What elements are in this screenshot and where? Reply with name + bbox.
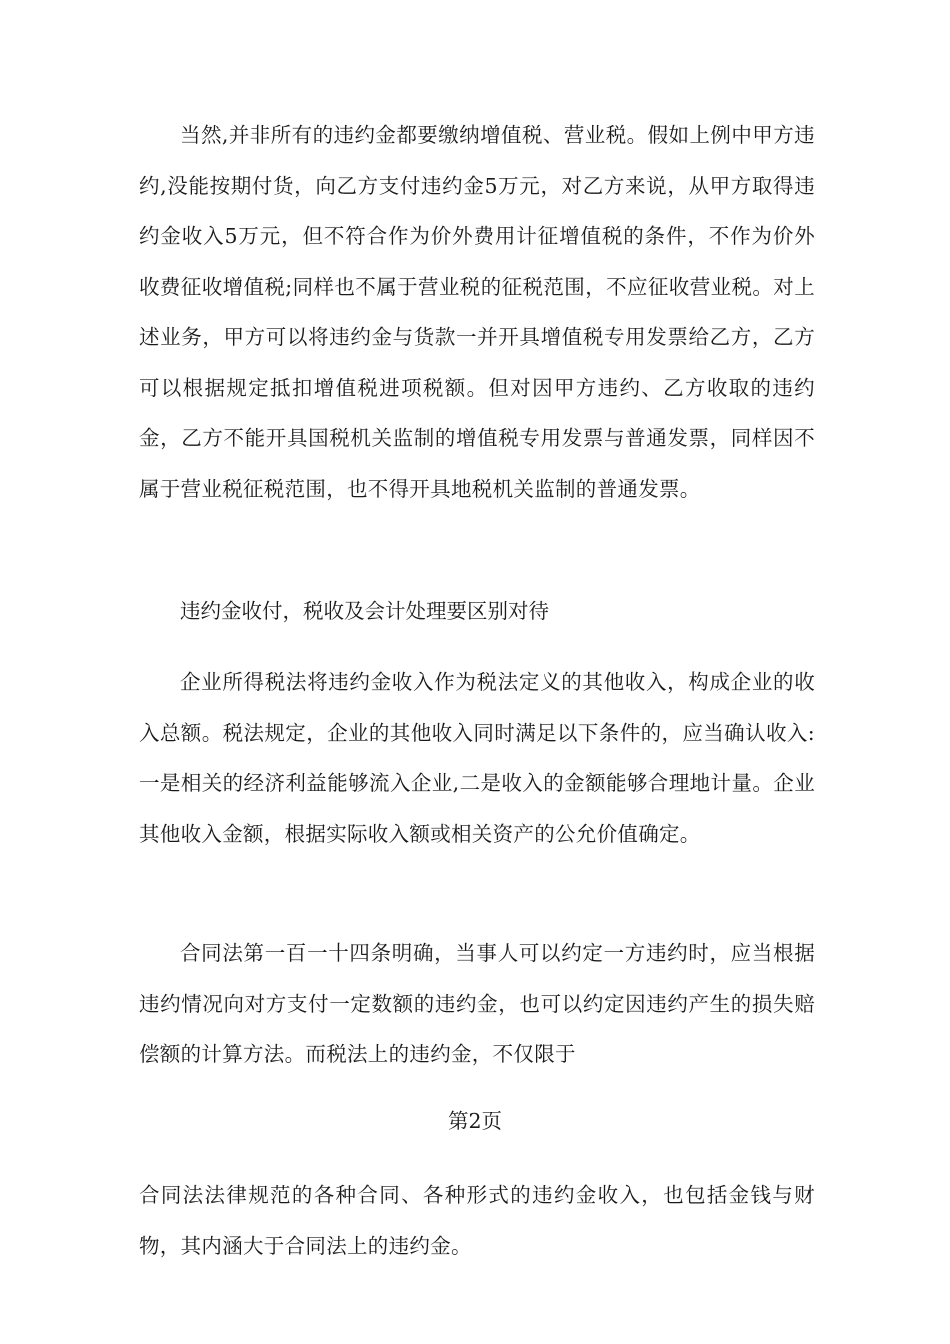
body-paragraph: 企业所得税法将违约金收入作为税法定义的其他收入，构成企业的收入总额。税法规定，企业的其他收入同时满足以下条件的，应当确认收入:一是相关的经济利益能够流入企业,二是收入的金额能够合理地计量。企业其他收入金额，根据实际收入额或相关资产的公允价值确定。 — [139, 670, 815, 846]
body-paragraph: 当然,并非所有的违约金都要缴纳增值税、营业税。假如上例中甲方违约,没能按期付货，向乙方支付违约金5万元，对乙方来说，从甲方取得违约金收入5万元，但不符合作为价外费用计征增值税的条件，不作为价外收费征收增值税;同样也不属于营业税的征税范围，不应征收营业税。对上述业务，甲方可以将违约金与货款一并开具增值税专用发票给乙方，乙方可以根据规定抵扣增值税进项税额。但对因甲方违约、乙方收取的违约金，乙方不能开具国税机关监制的增值税专用发票与普通发票，同样因不属于营业税征税范围，也不得开具地税机关监制的普通发票。 — [139, 123, 815, 501]
section-heading: 违约金收付，税收及会计处理要区别对待 — [180, 599, 549, 623]
body-paragraph-continued: 合同法法律规范的各种合同、各种形式的违约金收入，也包括金钱与财物，其内涵大于合同法上的违约金。 — [139, 1183, 815, 1258]
page-number: 第2页 — [447, 1109, 503, 1133]
body-paragraph: 合同法第一百一十四条明确，当事人可以约定一方违约时，应当根据违约情况向对方支付一定数额的违约金，也可以约定因违约产生的损失赔偿额的计算方法。而税法上的违约金，不仅限于 — [139, 941, 815, 1066]
